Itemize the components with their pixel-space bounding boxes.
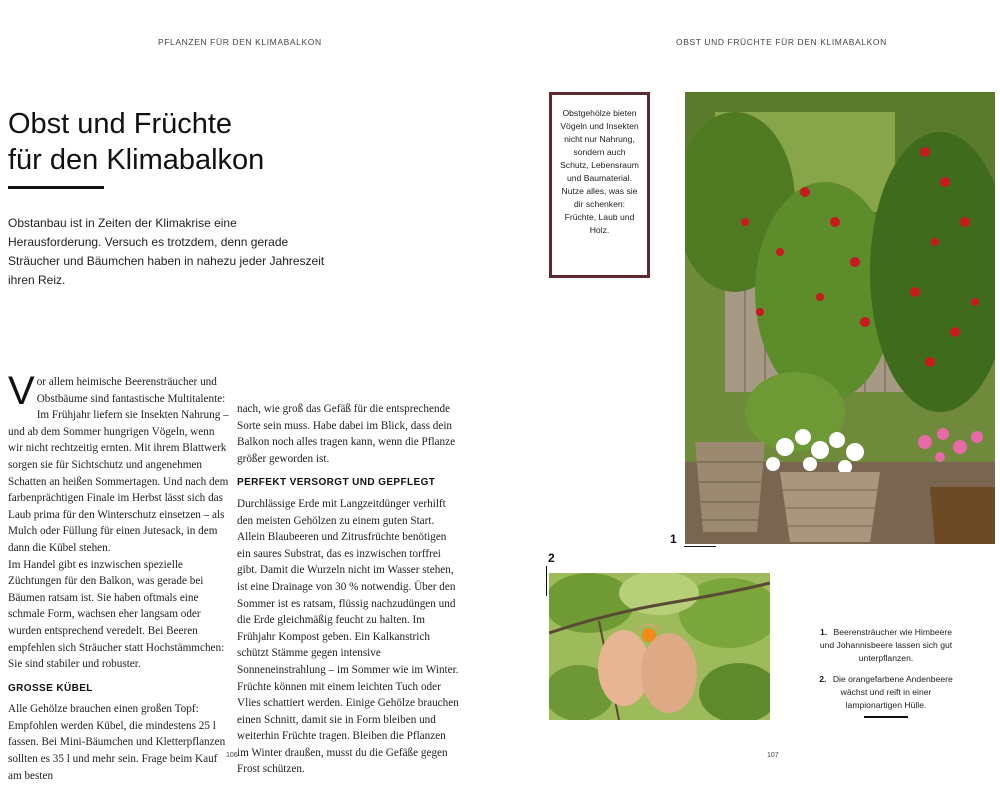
title-rule [8, 186, 104, 189]
caption-item-1 [812, 626, 960, 665]
caption-text: Die orangefarbene Andenbeere wächst und reift in einer lampionartigen Hülle. [832, 674, 953, 710]
caption-number: 2. [819, 674, 827, 684]
paragraph: Durchlässige Erde mit Langzeitdünger verhilft den meisten Gehölzen zu einem guten Start. Allein Blaubeeren und Zitrusfrüchte benötigen ein saures Substrat, das es inzwischen torffrei gibt. Damit die Wurzeln nicht im Wasser stehen, ist eine Drainage von 30 % notwendig. Über den Sommer ist es ratsam, flüssig nachzudüngen und die Erde gleichmäßig feucht zu halten. Im Frühjahr Kompost geben. Ein Kalkanstrich schützt Stämme gegen intensive Sonneneinstrahlung – im Sommer wie im Winter. Früchte können mit einem leichten Tuch oder Vlies schattiert werden. Einige Gehölze brauchen einen Schnitt, damit sie in Form bleiben und weiterhin Früchte tragen. Bleiben die Pflanzen im Winter draußen, musst du die Gefäße gegen Frost schützen. [237, 497, 459, 776]
page-title [8, 106, 408, 178]
text-column-2 [237, 401, 459, 778]
photo-number-1-rule [684, 546, 716, 547]
photo-physalis [549, 573, 770, 720]
photo-number-2-rule [546, 566, 547, 596]
caption-rule [864, 716, 908, 718]
text-column-1 [8, 369, 230, 784]
intro-text: Obstanbau ist in Zeiten der Klimakrise eine Herausforderung. Versuch es trotzdem, denn gerade Sträucher und Bäumchen haben in nahezu jeder Jahreszeit ihren Reiz. [8, 216, 325, 287]
page-number-right: 107 [767, 752, 779, 759]
subheading-perfekt-versorgt: PERFEKT VERSORGT UND GEPFLEGT [237, 477, 436, 489]
tip-box: Obstgehölze bieten Vögeln und Insekten nicht nur Nahrung, sondern auch Schutz, Lebensraum und Baumaterial. Nutze alles, was sie dir schenken: Früchte, Laub und Holz. [549, 92, 650, 278]
page-title-line-2: für den Klimabalkon [8, 144, 265, 176]
page-title-line-1: Obst und Früchte [8, 108, 233, 140]
caption-item-2 [812, 673, 960, 712]
paragraph: nach, wie groß das Gefäß für die entsprechende Sorte sein muss. Habe dabei im Blick, dass dein Balkon noch alles tragen kann, wenn die Pflanze größer geworden ist. [237, 403, 456, 465]
paragraph: or allem heimische Beerensträucher und Obstbäume sind fantastische Multitalente: Im Frühjahr liefern sie Insekten Nahrung – und ab dem Sommer hungrigen Vögeln, wenn wir nicht rechtzeitig ernten. Mit ihrem Blattwerk sorgen sie für Sichtschutz und angenehmen Schatten an heißen Sommertagen. Und nach dem farbenprächtigen Finale im Herbst lässt sich das Laub prima für den Winterschutz einsetzen – als Mulch oder Füllung für einen Jutesack, in dem dann die Kübel stehen. [8, 376, 229, 554]
physalis-illustration [549, 573, 770, 720]
drop-cap: V [8, 369, 35, 413]
photo-captions [812, 626, 960, 720]
photo-berry-bushes [685, 92, 995, 544]
photo-number-2: 2 [548, 551, 555, 565]
photo-number-1: 1 [670, 532, 677, 546]
running-head-right: OBST UND FRÜCHTE FÜR DEN KLIMABALKON [676, 37, 887, 47]
caption-text: Beerensträucher wie Himbeere und Johannisbeere lassen sich gut unterpflanzen. [819, 627, 953, 663]
caption-number: 1. [819, 627, 828, 637]
subheading-grosse-kuebel: GROSSE KÜBEL [8, 682, 93, 694]
paragraph: Im Handel gibt es inzwischen spezielle Züchtungen für den Balkon, was gerade bei Bäumen ratsam ist. Sie haben oftmals eine schmale Form, wachsen eher langsam oder wurden entsprechend veredelt. Bei Beeren empfehlen sich Sträucher statt Hochstämmchen: Sie sind stabiler und robuster. [8, 558, 225, 671]
running-head-left: PFLANZEN FÜR DEN KLIMABALKON [158, 37, 322, 47]
paragraph: Alle Gehölze brauchen einen großen Topf: Empfohlen werden Kübel, die mindestens 25 l fassen. Bei Mini-Bäumchen und Kletterpflanzen sollten es 35 l und mehr sein. Frage beim Kauf am besten [8, 703, 226, 782]
berry-bushes-illustration [685, 92, 995, 544]
page-number-left: 106 [226, 752, 238, 759]
